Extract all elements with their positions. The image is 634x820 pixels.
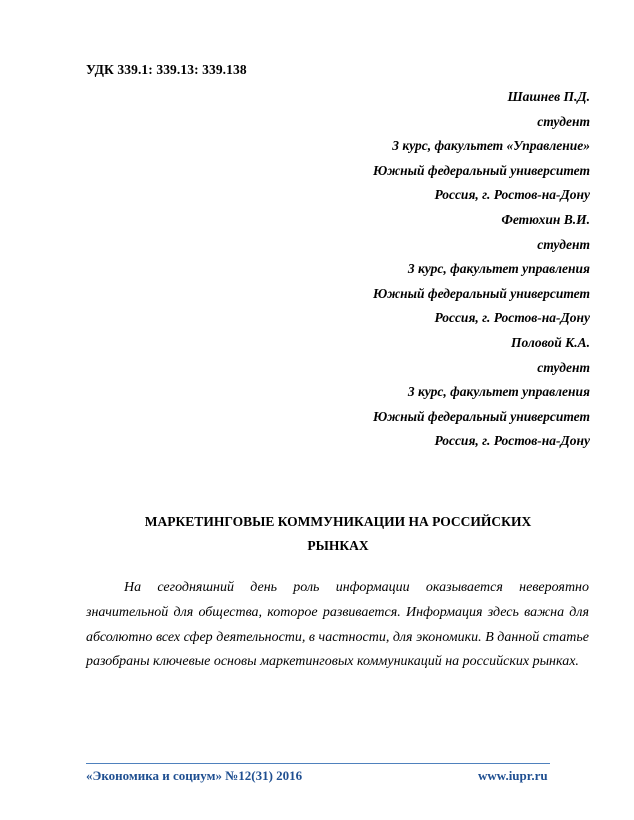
author-block	[190, 85, 590, 454]
author-1-faculty: 3 курс, факультет «Управление»	[392, 138, 590, 154]
udk-code: УДК 339.1: 339.13: 339.138	[86, 62, 247, 77]
author-1-university: Южный федеральный университет	[372, 162, 590, 178]
footer-divider	[86, 763, 550, 764]
author-1-location: Россия, г. Ростов-на-Дону	[434, 187, 590, 203]
author-2-university: Южный федеральный университет	[372, 285, 590, 301]
article-title-line-1: МАРКЕТИНГОВЫЕ КОММУНИКАЦИИ НА РОССИЙСКИХ	[144, 514, 532, 529]
author-1-status: студент	[537, 113, 590, 129]
author-1-name: Шашнев П.Д.	[507, 89, 590, 104]
author-3-name: Половой К.А.	[511, 334, 590, 350]
article-title	[86, 510, 590, 558]
author-2-status: студент	[537, 236, 590, 252]
abstract-paragraph: На сегодняшний день роль информации оказывается невероятно значительной для общества, которое развивается. Информация здесь важна для абсолютно всех сфер деятельности, в частности, для экономики. В данной статье разобраны ключевые основы маркетинговых коммуникаций на российских рынках.	[86, 580, 589, 670]
footer-website: www.iupr.ru	[478, 768, 548, 783]
author-2-location: Россия, г. Ростов-на-Дону	[434, 310, 590, 326]
author-3-faculty: 3 курс, факультет управления	[407, 384, 590, 400]
author-3-location: Россия, г. Ростов-на-Дону	[434, 433, 590, 449]
footer-journal: «Экономика и социум» №12(31) 2016	[86, 768, 303, 783]
article-title-line-2: РЫНКАХ	[307, 538, 369, 553]
author-3-status: студент	[537, 359, 590, 375]
author-2-name: Фетюхин В.И.	[501, 211, 590, 227]
author-2-faculty: 3 курс, факультет управления	[407, 261, 590, 277]
author-3-university: Южный федеральный университет	[372, 408, 590, 424]
